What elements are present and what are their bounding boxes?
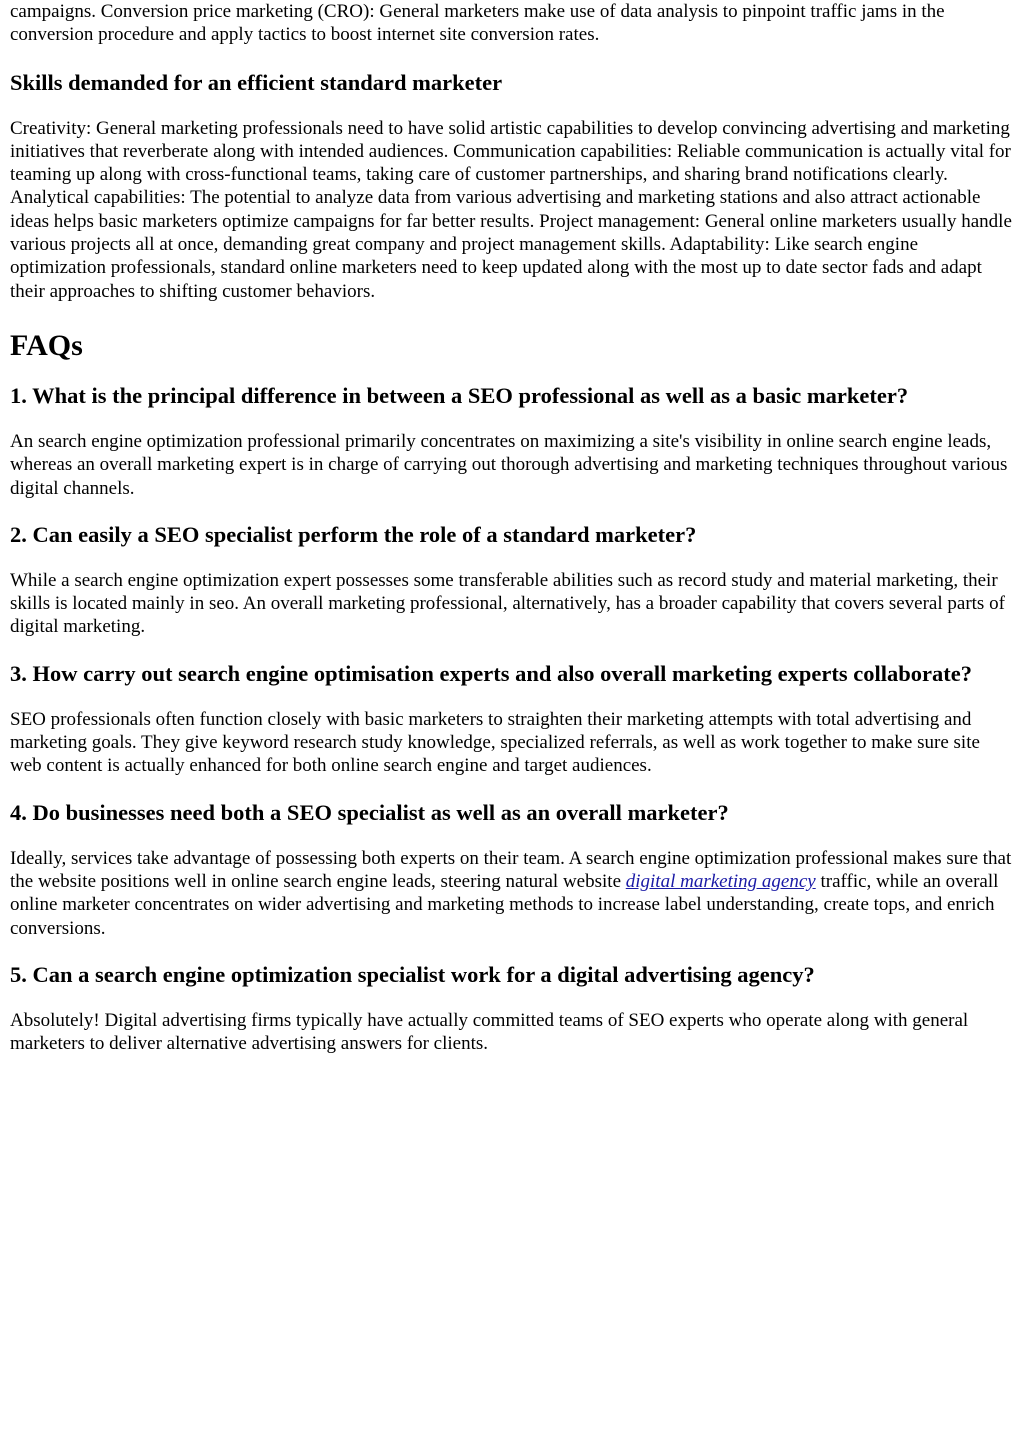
faq-answer-1: An search engine optimization professional primarily concentrates on maximizing a site's visibility in online search engine leads, whereas an overall marketing expert is in charge of carrying out thorough advertising and marketing techniques throughout various digital channels. <box>10 430 1008 499</box>
faq-answer-4 <box>10 847 1014 940</box>
skills-heading: Skills demanded for an efficient standard marketer <box>10 69 503 95</box>
faq-answer-4-before: Ideally, services take advantage of possessing both experts on their team. A search engine optimization professional makes sure that the website positions well in online search engine leads, steering natural website <box>10 847 1012 892</box>
faq-question-4: 4. Do businesses need both a SEO specialist as well as an overall marketer? <box>10 799 729 825</box>
faq-question-2: 2. Can easily a SEO specialist perform the role of a standard marketer? <box>10 521 697 547</box>
skills-paragraph: Creativity: General marketing professionals need to have solid artistic capabilities to develop convincing advertising and marketing initiatives that reverberate along with intended audiences. Communication capabilities: Reliable communication is actually vital for teaming up along with cross-functional teams, taking care of customer partnerships, and sharing brand notifications clearly. Analytical capabilities: The potential to analyze data from various advertising and marketing stations and also attract actionable ideas helps basic marketers optimize campaigns for far better results. Project management: General online marketers usually handle various projects all at once, demanding great company and project management skills. Adaptability: Like search engine optimization professionals, standard online marketers need to keep updated along with the most up to date sector fads and adapt their approaches to shifting customer behaviors. <box>10 117 1012 302</box>
digital-marketing-agency-link[interactable]: digital marketing agency <box>625 870 816 892</box>
faq-answer-2: While a search engine optimization expert possesses some transferable abilities such as record study and material marketing, their skills is located mainly in seo. An overall marketing professional, alternatively, has a broader capability that covers several parts of digital marketing. <box>10 569 1005 638</box>
faq-question-3: 3. How carry out search engine optimisation experts and also overall marketing experts collaborate? <box>10 660 972 686</box>
intro-paragraph: campaigns. Conversion price marketing (CRO): General marketers make use of data analysis to pinpoint traffic jams in the conversion procedure and apply tactics to boost internet site conversion rates. <box>10 1 945 46</box>
faq-answer-3: SEO professionals often function closely with basic marketers to straighten their marketing attempts with total advertising and marketing goals. They give keyword research study knowledge, specialized referrals, as well as work together to make sure site web content is actually enhanced for both online search engine and target audiences. <box>10 708 980 777</box>
faq-question-1: 1. What is the principal difference in between a SEO professional as well as a basic marketer? <box>10 382 909 408</box>
faq-question-5: 5. Can a search engine optimization specialist work for a digital advertising agency? <box>10 961 815 987</box>
article-content <box>10 0 1014 1055</box>
faq-answer-4-after: traffic, while an overall online marketer concentrates on wider advertising and marketing methods to increase label understanding, create tops, and enrich conversions. <box>10 870 999 939</box>
faq-answer-5: Absolutely! Digital advertising firms typically have actually committed teams of SEO experts who operate along with general marketers to deliver alternative advertising answers for clients. <box>10 1009 969 1055</box>
faqs-heading: FAQs <box>10 328 83 362</box>
